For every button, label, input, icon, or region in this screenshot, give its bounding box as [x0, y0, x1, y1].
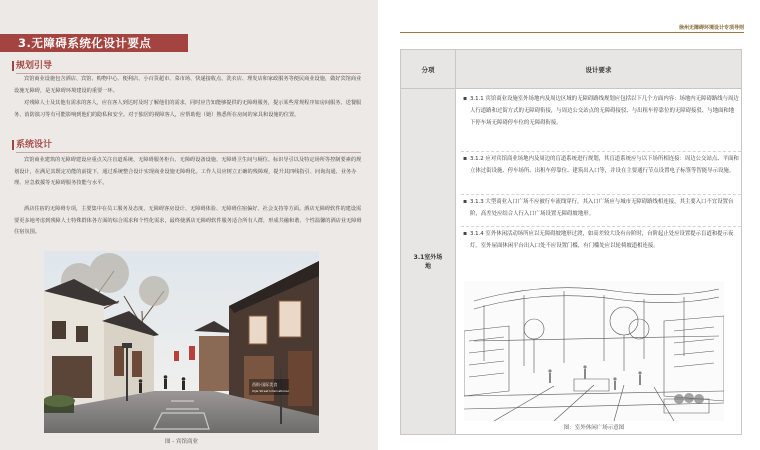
- page-header: 徐州无障碍环境设计专项导则: [678, 25, 744, 31]
- photo-sign-cn: 西街·国际美食: [252, 382, 278, 387]
- requirement-divider: [461, 226, 741, 227]
- right-page: [384, 0, 760, 450]
- sketch-caption: 图：室外休闲广场示意图: [563, 425, 625, 431]
- requirement-3-1-2: ▪ 3.1.2 应对宾馆商业场地内及周边的盲道系统进行规划，其盲道系统应与以下场所相连接：周边公交站点、平面和立体过街设施、停车场所、出租车停靠位、建筑出入口等，并设在主要通行节点设置电子标签等智能导示设施。: [463, 153, 739, 177]
- table-header: [400, 49, 742, 89]
- requirement-3-1-1: ▪ 3.1.1 宾馆商业设施室外场地内及周边区域的无障碍路线规划应包括以下几个方面内容：场地内无障碍路线与周边人行道路和过街方式的无障碍衔接，与周边公交站点的无障碍接驳、与出租车停靠位的无障碍接驳、与地面和地下停车场无障碍停车位的无障碍衔接。: [463, 93, 739, 130]
- header-divider: [400, 32, 744, 33]
- requirement-divider: [461, 151, 741, 152]
- requirement-3-1-3: ▪ 3.1.3 大型商业入口广场不应被行车流线穿行，其入口广场应与城市无障碍路线相连接，其主要入口不宜设置台阶，高差处应结合人行入口广场设置无障碍坡地形。: [463, 196, 739, 220]
- photo-caption: 图 - 宾馆商业: [165, 439, 198, 445]
- paragraph-4: 酒店住宿的无障碍专项，主要集中在员工服务及态度、无障碍客房设计、无障碍体验、无障碍住宿偏好、社会支持等方面。酒店无障碍软件的建设需要更多地考虑到残障人士特殊群体各方面的综合需求和个性化需求，最终使酒店无障碍软件服务适合所有人群，形成共融和谐、个性温馨的酒店业无障碍住宿氛围。: [14, 206, 362, 236]
- section-title-banner: [0, 34, 188, 52]
- photo-sign-en: Xijie Street International: [252, 389, 289, 393]
- subhead-planning: 规划引导: [16, 61, 53, 71]
- paragraph-1: 宾馆商业设施包含酒店、宾馆、购物中心、便利店、小百货超市、菜市场、快递接收点、洗衣店、理发店和家政服务等便民商业设施，做好宾馆商业设施无障碍，是无障碍环境建设的重要一环。: [14, 76, 362, 94]
- row-label: 3.1室外场地: [413, 253, 443, 270]
- col-header-category: 分项: [401, 50, 456, 88]
- street-photo: [44, 251, 319, 433]
- requirement-divider: [461, 194, 741, 195]
- subhead-divider: [16, 152, 361, 153]
- paragraph-3: 宾馆商业建筑的无障碍建设应重点关注盲道系统、无障碍服务柜台、无障碍设备设施、无障碍卫生间与厕位、标识导引以及特定场所等控制要素的规划设计，在满足其既定功能的前提下，通过系统整合设计实现商业设施无障碍化。工作人员应树立正确的残障观，提升其四线指引、问询沟通、业务办理、应急救援等无障碍服务技能与水平。: [14, 157, 362, 187]
- section-title: 3.无障碍系统化设计要点: [18, 36, 152, 50]
- plaza-sketch: [464, 281, 724, 421]
- paragraph-2: 对残障人士及其他有需求的客人，应在客人到达时及时了解他们的需求，同时应告知能够提供的无障碍服务，提示某些常规程序如房间服务、送餐服务、消防演习等有可能影响到他们的隐私和安全。对于独居的视障客人，应帮助他（她）熟悉所在房间的家具和设施的位置。: [14, 100, 362, 118]
- subhead-system-design: 系统设计: [16, 140, 53, 150]
- requirement-3-1-4: ▪ 3.1.4 室外休闲活动场所应以无障碍坡地形过渡，如高差较大设有台阶时，台阶起止处应设置提示盲道和提示夜灯。室外屋面休闲平台出入口处不应设置门槛，有门槛处应以轮椅坡道相连接。: [463, 228, 739, 252]
- col-header-requirements: 设计要求: [585, 65, 612, 74]
- left-page: [0, 0, 378, 450]
- row-label-cell: [401, 89, 456, 434]
